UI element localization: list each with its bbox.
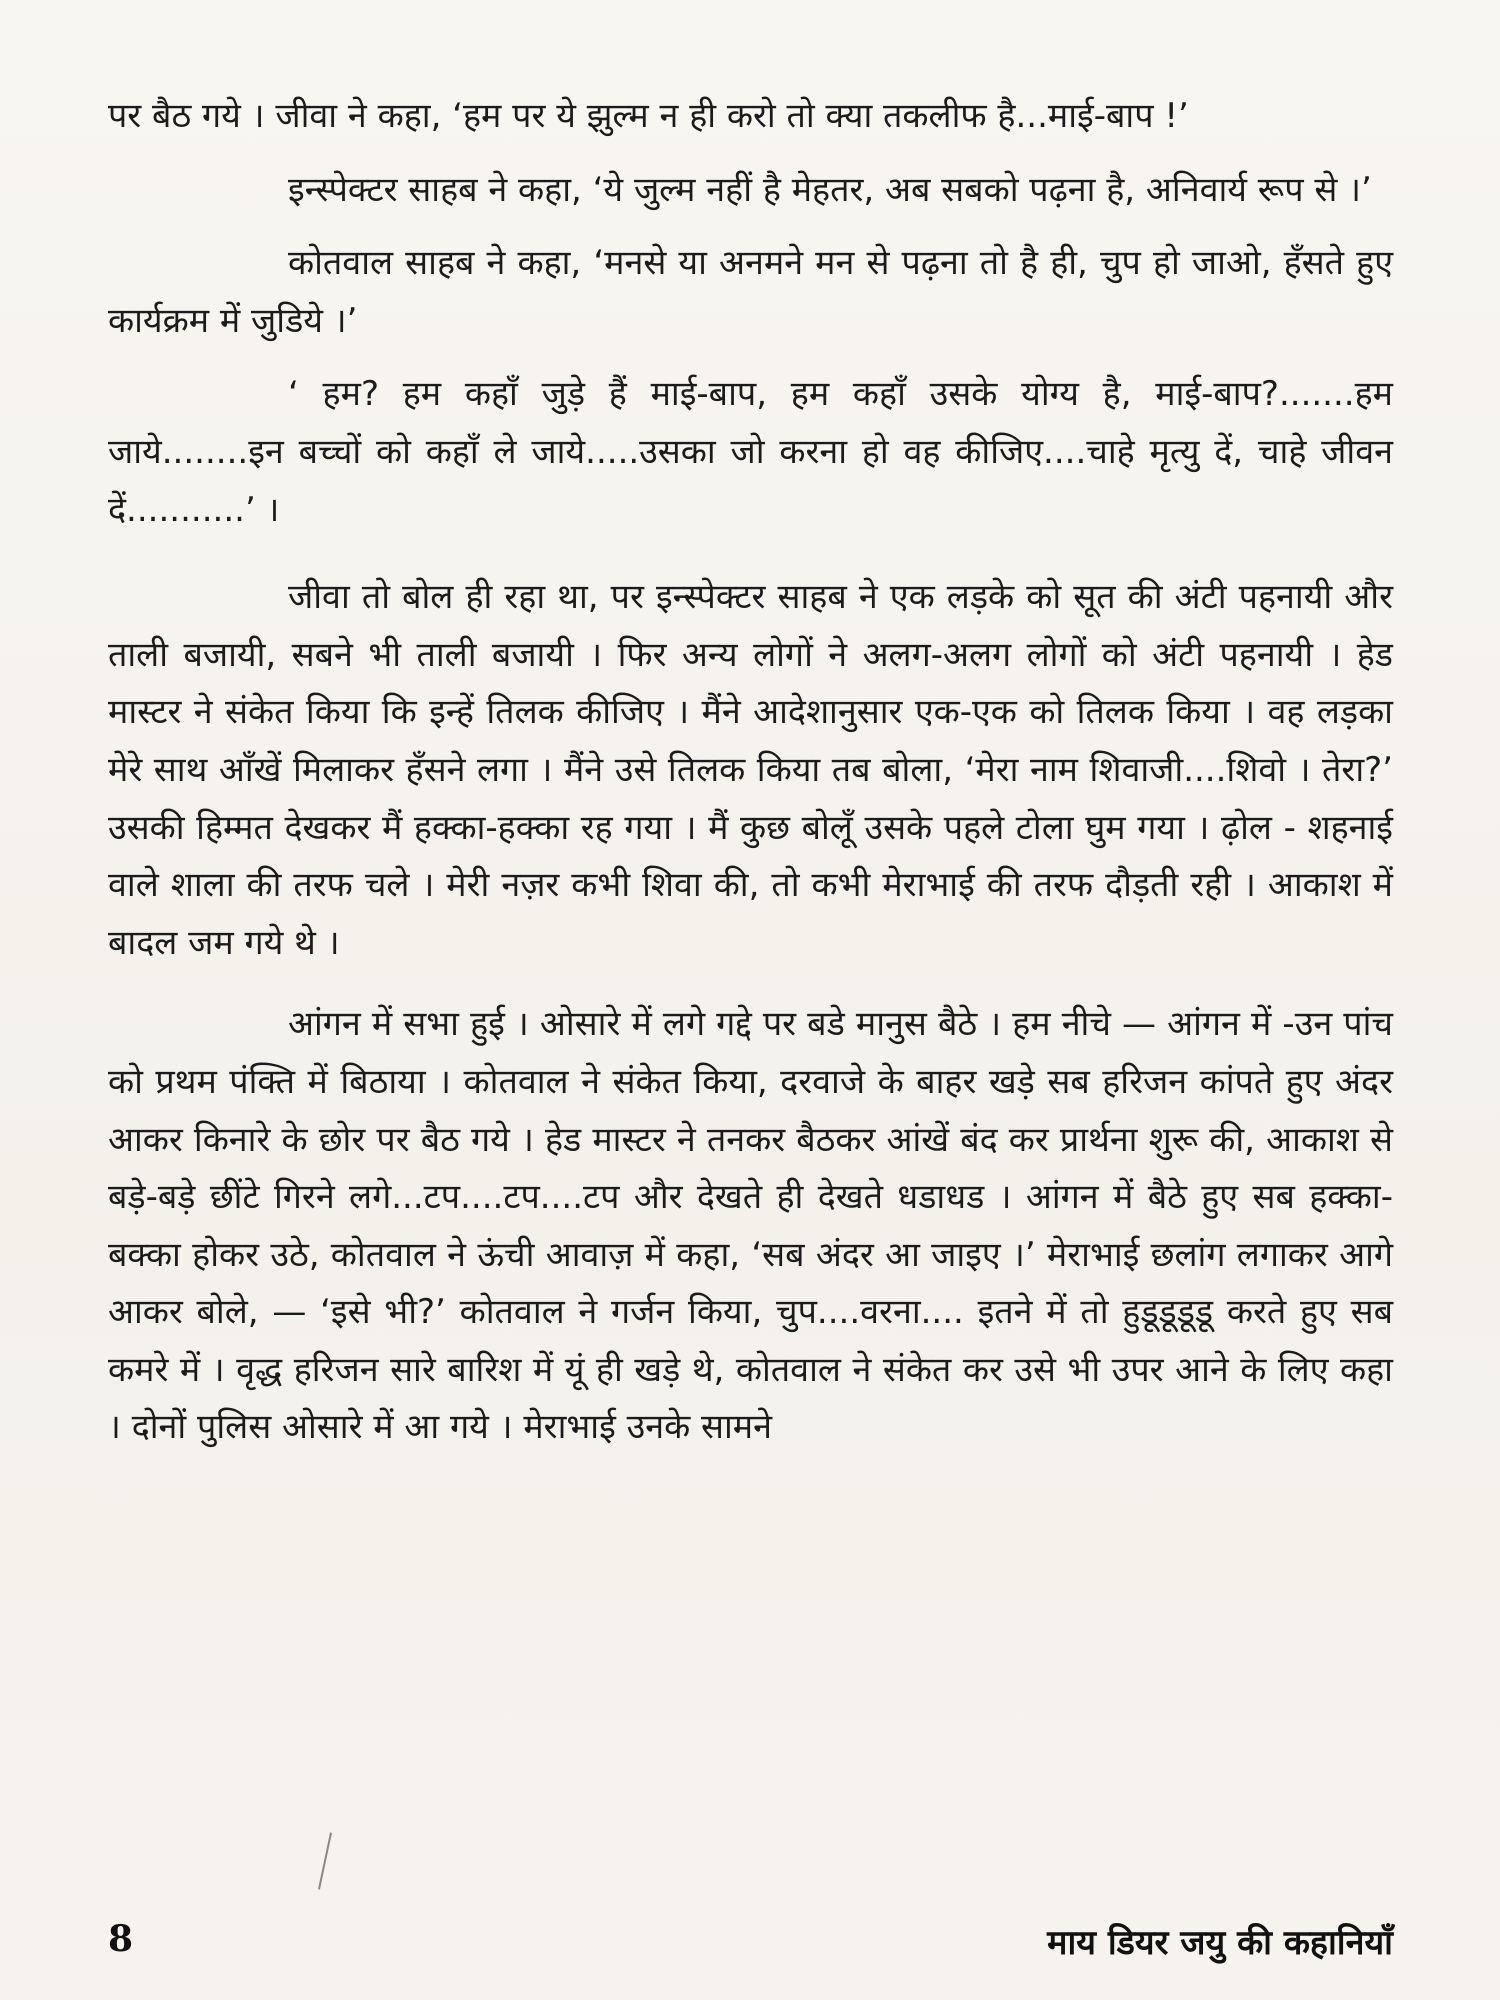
stray-pen-mark — [318, 1832, 332, 1889]
paragraph-4: ‘ हम? हम कहाँ जुड़े हैं माई-बाप, हम कहाँ उसके योग्य है, माई-बाप?.......हम जाये........इन बच्चों को कहाँ ले जाये.....उसका जो करना हो वह कीजिए....चाहे मृत्यु दें, चाहे जीवन दें...........’ । — [108, 374, 1393, 530]
running-book-title: माय डियर जयु की कहानियाँ — [1047, 1923, 1393, 1963]
paragraph-3: कोतवाल साहब ने कहा, ‘मनसे या अनमने मन से पढ़ना तो है ही, चुप हो जाओ, हँसते हुए कार्यक्रम में जुडिये ।’ — [108, 243, 1393, 341]
paragraph-5: जीवा तो बोल ही रहा था, पर इन्स्पेक्टर साहब ने एक लड़के को सूत की अंटी पहनायी और ताली बजायी, सबने भी ताली बजायी । फिर अन्य लोगों ने अलग-अलग लोगों को अंटी पहनायी । हेड मास्टर ने संकेत किया कि इन्हें तिलक कीजिए । मैंने आदेशानुसार एक-एक को तिलक किया । वह लड़का मेरे साथ आँखें मिलाकर हँसने लगा । मैंने उसे तिलक किया तब बोला, ‘मेरा नाम शिवाजी....शिवो । तेरा?’ उसकी हिम्मत देखकर मैं हक्का-हक्का रह गया । मैं कुछ बोलूँ उसके पहले टोला घुम गया । ढ़ोल - शहनाई वाले शाला की तरफ चले । मेरी नज़र कभी शिवा की, तो कभी मेराभाई की तरफ दौड़ती रही । आकाश में बादल जम गये थे । — [108, 577, 1393, 963]
page-footer — [108, 1918, 1393, 1968]
paragraph-2: इन्स्पेक्टर साहब ने कहा, ‘ये जुल्म नहीं है मेहतर, अब सबको पढ़ना है, अनिवार्य रूप से ।’ — [288, 169, 1372, 210]
page-body-text — [108, 88, 1393, 1457]
paragraph-1: पर बैठ गये । जीवा ने कहा, ‘हम पर ये झुल्म न ही करो तो क्या तकलीफ है...माई-बाप !’ — [108, 96, 1189, 136]
paragraph-6: आंगन में सभा हुई । ओसारे में लगे गद्दे पर बडे मानुस बैठे । हम नीचे — आंगन में -उन पांच को प्रथम पंक्ति में बिठाया । कोतवाल ने संकेत किया, दरवाजे के बाहर खड़े सब हरिजन कांपते हुए अंदर आकर किनारे के छोर पर बैठ गये । हेड मास्टर ने तनकर बैठकर आंखें बंद कर प्रार्थना शुरू की, आकाश से बड़े-बड़े छींटे गिरने लगे...टप....टप....टप और देखते ही देखते धडाधड । आंगन में बैठे हुए सब हक्का-बक्का होकर उठे, कोतवाल ने ऊंची आवाज़ में कहा, ‘सब अंदर आ जाइए ।’ मेराभाई छलांग लगाकर आगे आकर बोले, — ‘इसे भी?’ कोतवाल ने गर्जन किया, चुप....वरना.... इतने में तो हुडूडूडूडू करते हुए सब कमरे में । वृद्ध हरिजन सारे बारिश में यूं ही खड़े थे, कोतवाल ने संकेत कर उसे भी उपर आने के लिए कहा । दोनों पुलिस ओसारे में आ गये । मेराभाई उनके सामने — [108, 1004, 1393, 1448]
page-number: 8 — [108, 1918, 134, 1960]
